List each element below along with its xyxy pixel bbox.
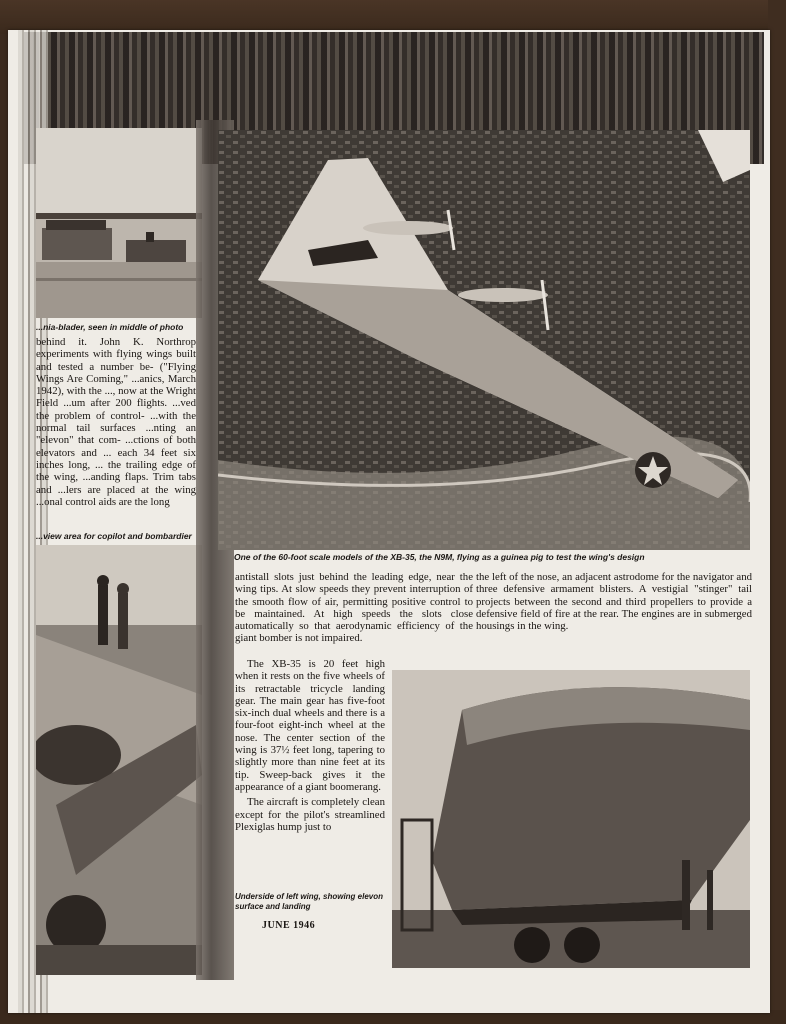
middle-column-text bbox=[235, 571, 473, 647]
background-board-right bbox=[768, 0, 786, 1024]
astrodome-paragraph: the left of the nose, an adjacent astrodome for the navigator and three defensive armament blisters. A vestigial "stinger" tail projects between the second and third propellers to provide a defensive field of fire at the rear. The engines are in submerged housings in the wing. bbox=[476, 571, 752, 633]
n9m-flying-wing-photo bbox=[218, 130, 750, 550]
left-body-text bbox=[36, 336, 196, 528]
narrow-column-text bbox=[235, 658, 385, 836]
antistall-paragraph: antistall slots just behind the leading edge, near the wing tips. At slow speeds they prevent interruption of the smooth flow of air, permitting positive control to be maintained. At high speeds the slots close automatically so that aerodynamic efficiency of the giant bomber is not impaired. bbox=[235, 571, 473, 645]
clean-aircraft-paragraph: The aircraft is completely clean except for the pilot's streamlined Plexiglas hump just to bbox=[235, 796, 385, 833]
xb35-height-paragraph: The XB-35 is 20 feet high when it rests on the five wheels of its retractable tricycle landing gear. The main gear has five-foot six-inch dual wheels and there is a four-foot eight-inch wheel at the nose. The center section of the wing is 37½ feet long, tapering to slightly more than nine feet at its tip. Sweep-back gives it the appearance of a giant boomerang. bbox=[235, 658, 385, 793]
crew-on-aircraft-photo bbox=[36, 545, 202, 975]
left-top-caption: ...nia-blader, seen in middle of photo bbox=[36, 322, 184, 332]
wing-underside-photo bbox=[392, 670, 750, 968]
right-column-text bbox=[476, 571, 752, 632]
airfield-photo bbox=[36, 128, 202, 318]
left-body-paragraph: behind it. John K. Northrop experiments with flying wings built and tested a number be- ("Flying Wings Are Coming," ...anics, March 1942), with the ..., now at the Wright Field ...um after 200 flights. ...ved the problem of control- ...with the normal tail surfaces ...nting an "elevon" that com- ...ctions of both elevators and ... each 34 feet six inches long, ... the trailing edge of the wing, ...anding flaps. Trim tabs and ...lers are placed at the wing ...onal control aids are the long bbox=[36, 336, 196, 508]
wing-photo-caption: Underside of left wing, showing elevon surface and landing bbox=[235, 892, 384, 911]
left-bottom-caption: ...view area for copilot and bombardier bbox=[36, 531, 192, 541]
issue-date-footer: JUNE 1946 bbox=[262, 920, 316, 931]
background-board-top bbox=[0, 0, 786, 34]
main-photo-caption: One of the 60-foot scale models of the XB-35, the N9M, flying as a guinea pig to test the wing's design bbox=[234, 552, 645, 562]
